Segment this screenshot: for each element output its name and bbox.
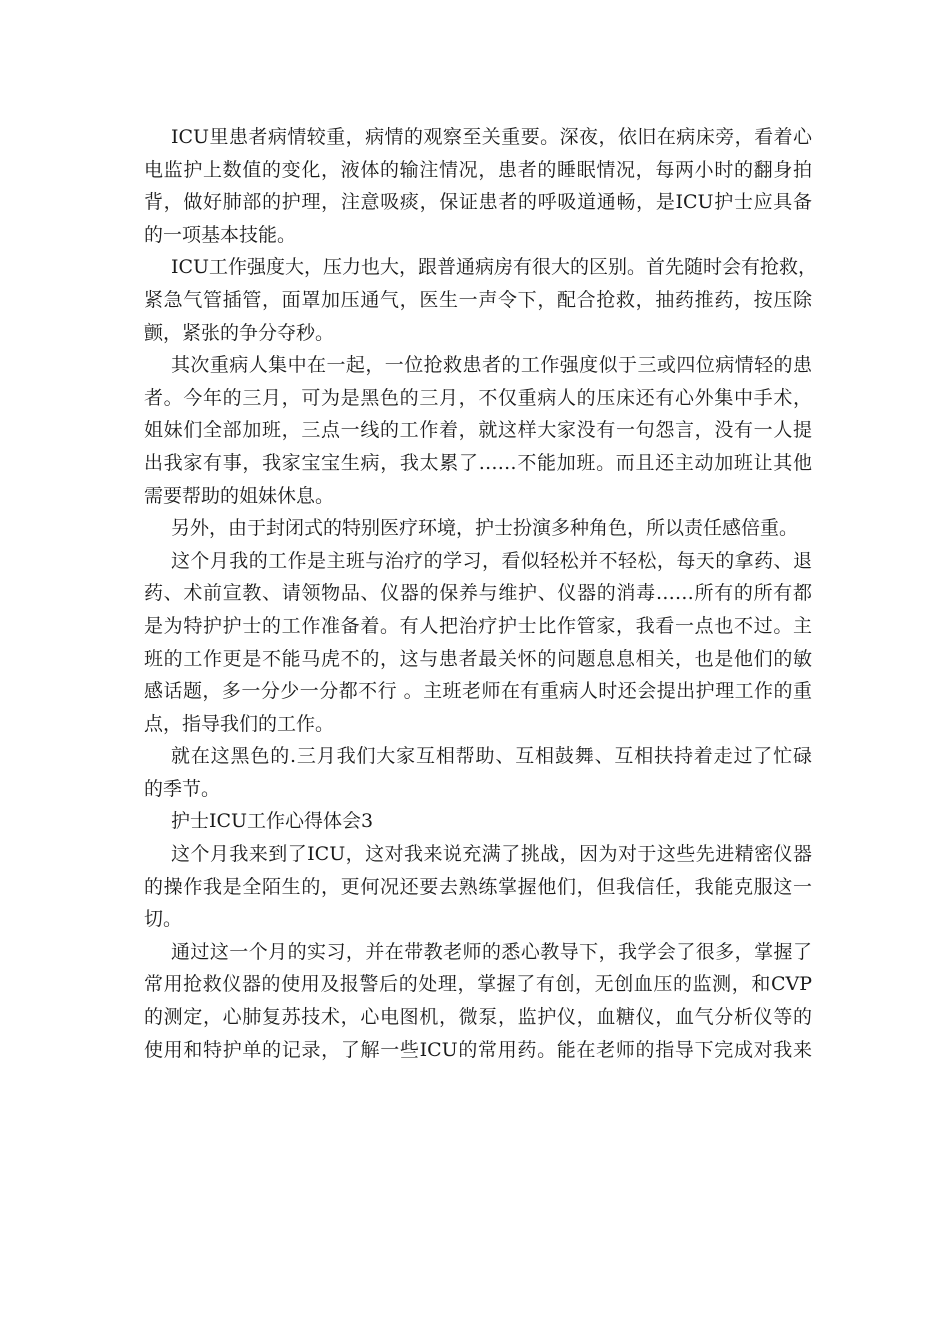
text-line: 药、术前宣教、请领物品、仪器的保养与维护、仪器的消毒……所有的所有都 [144, 582, 812, 605]
text-line: 的一项基本技能。 [144, 223, 297, 246]
text-line: 背，做好肺部的护理，注意吸痰，保证患者的呼吸道通畅，是ICU护士应具备 [144, 191, 812, 214]
text-line: 的季节。 [144, 777, 221, 800]
text-line: 出我家有事，我家宝宝生病，我太累了……不能加班。而且还主动加班让其他 [144, 451, 812, 474]
text-line: ICU里患者病情较重，病情的观察至关重要。深夜，依旧在病床旁，看着心 [171, 126, 812, 148]
text-line: 护士ICU工作心得体会3 [171, 810, 374, 833]
text-line: 紧急气管插管，面罩加压通气，医生一声令下，配合抢救，抽药推药，按压除 [144, 288, 812, 311]
text-line: 的测定，心肺复苏技术，心电图机，微泵，监护仪，血糖仪，血气分析仪等的 [144, 1006, 812, 1029]
text-line: 这个月我的工作是主班与治疗的学习，看似轻松并不轻松，每天的拿药、退 [171, 549, 812, 572]
text-line: 电监护上数值的变化，液体的输注情况，患者的睡眠情况，每两小时的翻身拍 [144, 158, 812, 181]
text-line: 姐妹们全部加班，三点一线的工作着，就这样大家没有一句怨言，没有一人提 [144, 419, 812, 442]
text-line: 感话题，多一分少一分都不行 。主班老师在有重病人时还会提出护理工作的重 [144, 680, 812, 703]
text-line: 常用抢救仪器的使用及报警后的处理，掌握了有创，无创血压的监测，和CVP [144, 973, 812, 996]
text-line: 另外，由于封闭式的特别医疗环境，护士扮演多种角色，所以责任感倍重。 [171, 517, 799, 540]
text-line: 需要帮助的姐妹休息。 [144, 484, 335, 507]
text-line: 其次重病人集中在一起，一位抢救患者的工作强度似于三或四位病情轻的患 [171, 354, 812, 377]
text-line: 切。 [144, 908, 183, 931]
text-line: 通过这一个月的实习，并在带教老师的悉心教导下，我学会了很多，掌握了 [171, 940, 812, 963]
text-line: 的操作我是全陌生的，更何况还要去熟练掌握他们，但我信任，我能克服这一 [144, 875, 812, 898]
document-body [144, 121, 818, 1066]
text-line: 这个月我来到了ICU，这对我来说充满了挑战，因为对于这些先进精密仪器 [171, 843, 812, 866]
text-line: 是为特护护士的工作准备着。有人把治疗护士比作管家，我看一点也不过。主 [144, 614, 812, 637]
text-line: 点，指导我们的工作。 [144, 712, 335, 735]
text-line: 颤，紧张的争分夺秒。 [144, 321, 335, 344]
text-line: 班的工作更是不能马虎不的，这与患者最关怀的问题息息相关，也是他们的敏 [144, 647, 812, 670]
text-line: ICU工作强度大，压力也大，跟普通病房有很大的区别。首先随时会有抢救， [171, 256, 818, 279]
text-line: 使用和特护单的记录，了解一些ICU的常用药。能在老师的指导下完成对我来 [144, 1038, 812, 1061]
text-line: 就在这黑色的.三月我们大家互相帮助、互相鼓舞、互相扶持着走过了忙碌 [171, 745, 812, 768]
text-line: 者。今年的三月，可为是黑色的三月，不仅重病人的压床还有心外集中手术， [144, 386, 812, 409]
